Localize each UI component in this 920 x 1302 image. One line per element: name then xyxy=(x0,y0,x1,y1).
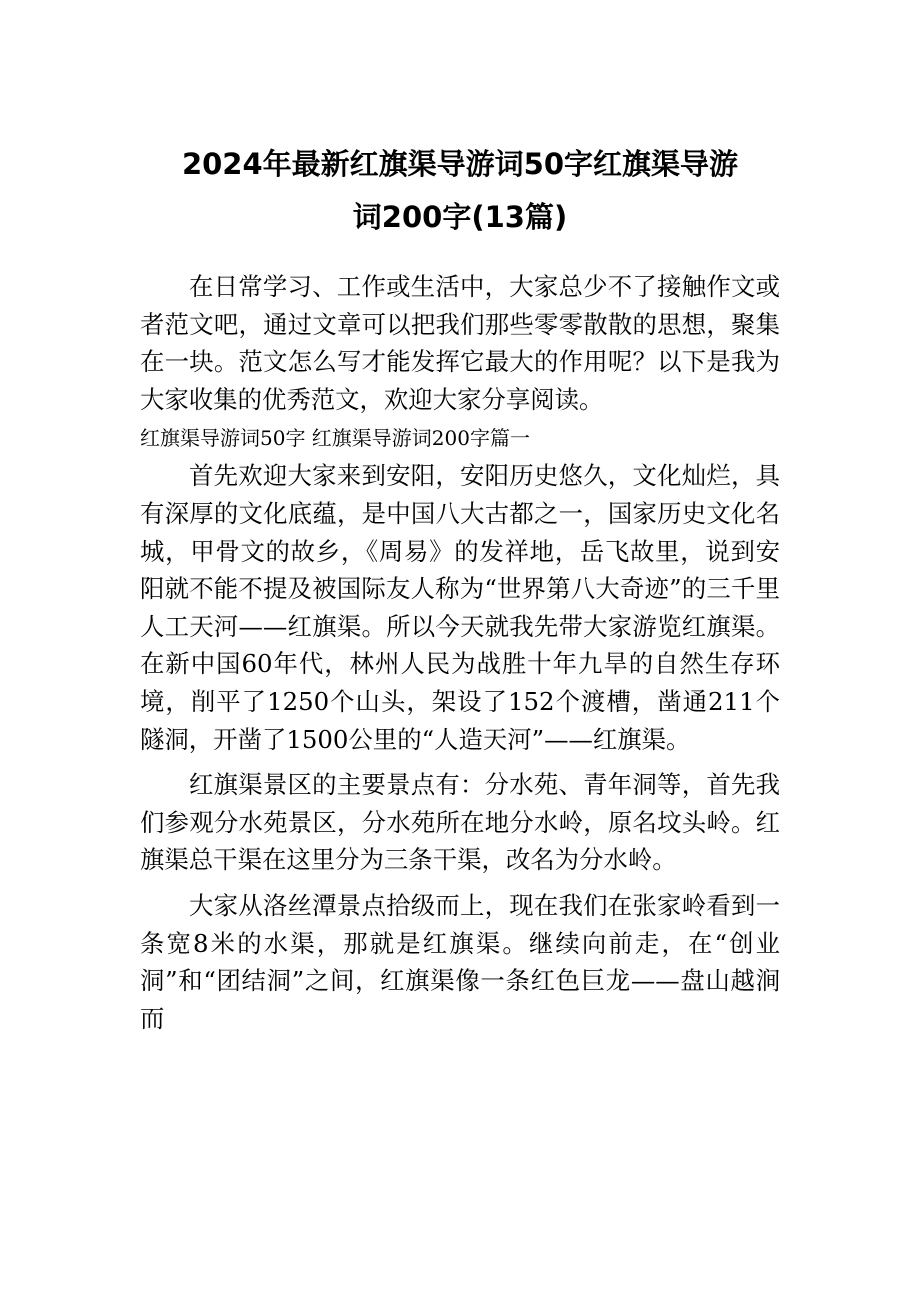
title-line-2: 词200字(13篇) xyxy=(352,200,568,234)
intro-paragraph: 在日常学习、工作或生活中，大家总少不了接触作文或者范文吧，通过文章可以把我们那些零零散散的思想，聚集在一块。范文怎么写才能发挥它最大的作用呢？以下是我为大家收集的优秀范文，欢迎大家分享阅读。 xyxy=(140,272,780,414)
document-title xyxy=(140,138,780,244)
body-paragraph-3: 大家从洛丝潭景点拾级而上，现在我们在张家岭看到一条宽8米的水渠，那就是红旗渠。继续向前走，在“创业洞”和“团结洞”之间，红旗渠像一条红色巨龙——盘山越涧而 xyxy=(140,890,780,1033)
document-page xyxy=(140,0,780,1037)
body-paragraph-2: 红旗渠景区的主要景点有：分水苑、青年洞等，首先我们参观分水苑景区，分水苑所在地分水岭，原名坟头岭。红旗渠总干渠在这里分为三条干渠，改名为分水岭。 xyxy=(140,770,780,875)
section-heading: 红旗渠导游词50字 红旗渠导游词200字篇一 xyxy=(140,426,530,451)
title-line-1: 2024年最新红旗渠导游词50字红旗渠导游 xyxy=(181,147,739,181)
body-paragraph-1: 首先欢迎大家来到安阳，安阳历史悠久，文化灿烂，具有深厚的文化底蕴，是中国八大古都之一，国家历史文化名城，甲骨文的故乡，《周易》的发祥地，岳飞故里，说到安阳就不能不提及被国际友人称为“世界第八大奇迹”的三千里人工天河——红旗渠。所以今天就我先带大家游览红旗渠。在新中国60年代，林州人民为战胜十年九旱的自然生存环境，削平了1250个山头，架设了152个渡槽，凿通211个隧洞，开凿了1500公里的“人造天河”——红旗渠。 xyxy=(140,461,780,754)
